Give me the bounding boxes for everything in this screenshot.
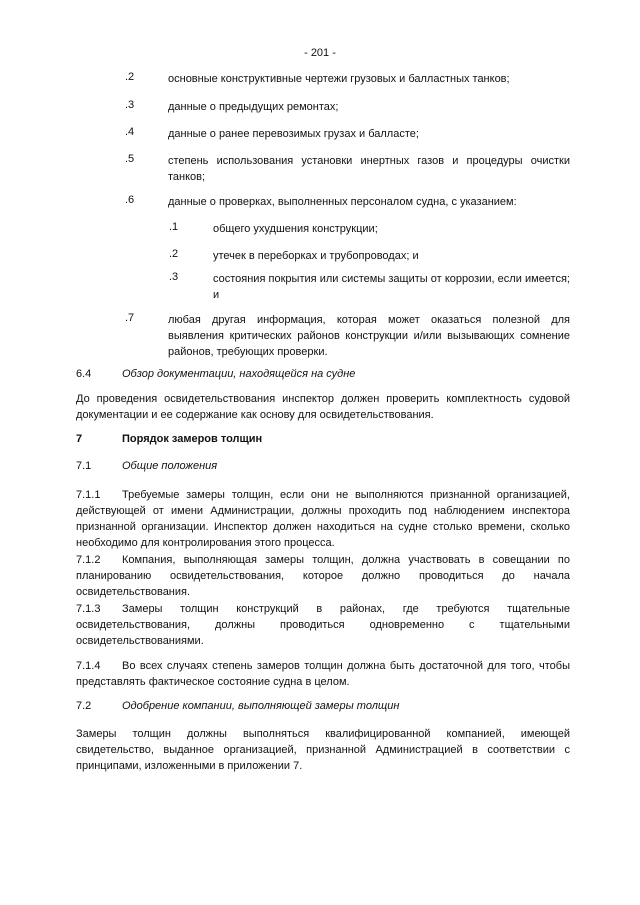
sub-list-item-text: утечек в переборках и трубопроводах; и: [213, 250, 419, 262]
paragraph-text: Требуемые замеры толщин, если они не выполняются признанной организацией, действующей от имени Администрации, должны проходить под наблюдением инспектора признанной организации. Инспектор должен находиться на судне столько времени, сколько необходимо для контролирования этого процесса.: [76, 489, 570, 549]
section-number: 7: [76, 433, 83, 445]
paragraph-7-2: Замеры толщин должны выполняться квалифицированной компанией, имеющей свидетельство, выданное организацией, признанной Администрацией в соответствии с принципами, изложенными в приложении 7.: [76, 728, 570, 772]
page-number: - 201 -: [304, 47, 336, 59]
list-item-number: .3: [125, 99, 135, 111]
list-item-number: .2: [125, 71, 135, 83]
list-item-number: .4: [125, 126, 135, 138]
paragraph-number: 7.1.3: [76, 603, 101, 615]
section-number: 7.1: [76, 460, 92, 472]
paragraph-7-1-4: [76, 658, 570, 690]
paragraph-7-1-2: [76, 552, 570, 600]
paragraph-6-4: До проведения освидетельствования инспектор должен проверить комплектность судовой документации и ее содержание как основу для освидетельствования.: [76, 393, 570, 421]
paragraph-text: Во всех случаях степень замеров толщин должна быть достаточной для того, чтобы представлять фактическое состояние судна в целом.: [76, 660, 570, 688]
paragraph-number: 7.1.4: [76, 660, 101, 672]
paragraph-text: Компания, выполняющая замеры толщин, должна участвовать в совещании по планированию освидетельствования, которое должно проводиться до начала освидетельствования.: [76, 554, 570, 598]
section-number: 7.2: [76, 700, 92, 712]
paragraph-number: 7.1.2: [76, 554, 101, 566]
list-item-text: любая другая информация, которая может оказаться полезной для выявления критических районов конструкции и/или вызывающих сомнение районов, требующих проверки.: [168, 314, 570, 358]
section-number: 6.4: [76, 368, 92, 380]
paragraph-number: 7.1.1: [76, 489, 101, 501]
paragraph-7-1-3: [76, 601, 570, 649]
list-item-number: .7: [125, 312, 135, 324]
sub-list-item-number: .2: [169, 248, 179, 260]
paragraph-text: Замеры толщин конструкций в районах, где требуются тщательные освидетельствования, должны проводиться одновременно с тщательными освидетельствованиями.: [76, 603, 570, 647]
list-item-text: данные о предыдущих ремонтах;: [168, 101, 339, 113]
list-item-text: данные о ранее перевозимых грузах и балласте;: [168, 128, 419, 140]
list-item-number: .5: [125, 153, 135, 165]
sub-list-item-number: .1: [169, 221, 179, 233]
section-title: Общие положения: [122, 460, 218, 472]
sub-list-item-text: общего ухудшения конструкции;: [213, 223, 378, 235]
section-title: Одобрение компании, выполняющей замеры толщин: [122, 700, 400, 712]
section-title: Порядок замеров толщин: [122, 433, 263, 445]
sub-list-item-text: состояния покрытия или системы защиты от коррозии, если имеется; и: [213, 273, 570, 301]
sub-list-item-number: .3: [169, 271, 179, 283]
list-item-text: данные о проверках, выполненных персоналом судна, с указанием:: [168, 196, 517, 208]
list-item-number: .6: [125, 194, 135, 206]
list-item-text: основные конструктивные чертежи грузовых и балластных танков;: [168, 73, 510, 85]
section-title: Обзор документации, находящейся на судне: [122, 368, 356, 380]
list-item-text: степень использования установки инертных газов и процедуры очистки танков;: [168, 155, 570, 183]
paragraph-7-1-1: [76, 487, 570, 551]
